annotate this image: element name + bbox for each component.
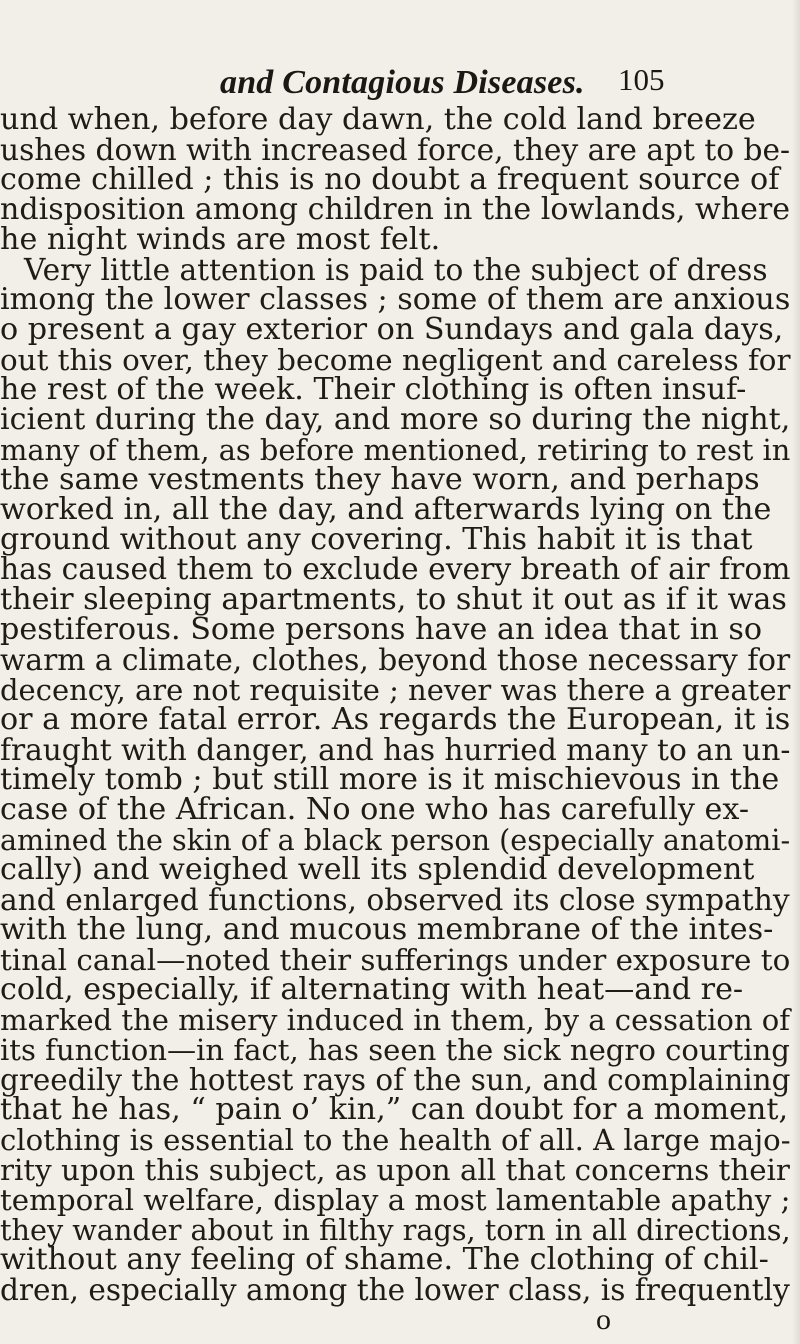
- text-line: icient during the day, and more so during the night,: [0, 402, 791, 437]
- text-line: he rest of the week. Their clothing is often insuf-: [0, 372, 747, 407]
- text-line: ndisposition among children in the lowlands, where: [0, 192, 791, 227]
- signature-mark: o: [596, 1303, 611, 1336]
- text-line: Very little attention is paid to the subject of dress: [24, 253, 768, 287]
- text-line: tinal canal—noted their sufferings under exposure to: [0, 943, 791, 977]
- text-line: without any feeling of shame. The clothing of chil-: [0, 1242, 769, 1277]
- text-line: worked in, all the day, and afterwards lying on the: [0, 492, 772, 527]
- text-line: out this over, they become negligent and careless for: [0, 343, 791, 377]
- running-title: and Contagious Diseases.: [220, 64, 585, 101]
- page-edge-shadow: [792, 0, 800, 1344]
- text-line: greedily the hottest rays of the sun, and complaining: [0, 1063, 791, 1097]
- text-line: that he has, “ pain o’ kin,” can doubt for a moment,: [0, 1092, 789, 1127]
- page-number: 105: [618, 62, 665, 97]
- text-line: case of the African. No one who has carefully ex-: [0, 792, 750, 827]
- text-line: he night winds are most felt.: [0, 222, 441, 257]
- text-line: with the lung, and mucous membrane of the intes-: [0, 912, 774, 947]
- text-line: o present a gay exterior on Sundays and gala days,: [0, 312, 784, 347]
- text-line: temporal welfare, display a most lamentable apathy ;: [0, 1183, 791, 1217]
- text-line: timely tomb ; but still more is it mischievous in the: [0, 762, 780, 797]
- text-line: decency, are not requisite ; never was there a greater: [0, 673, 791, 707]
- text-line: rity upon this subject, as upon all that concerns their: [0, 1153, 790, 1187]
- text-line: their sleeping apartments, to shut it out as if it was: [0, 582, 787, 617]
- text-line: cold, especially, if alternating with heat—and re-: [0, 972, 744, 1007]
- text-line: warm a climate, clothes, beyond those necessary for: [0, 642, 791, 677]
- text-line: and enlarged functions, observed its close sympathy: [0, 882, 790, 917]
- text-line: many of them, as before mentioned, retiring to rest in: [0, 433, 791, 467]
- text-line: pestiferous. Some persons have an idea that in so: [0, 612, 763, 647]
- text-line: ground without any covering. This habit it is that: [0, 522, 753, 557]
- text-line: has caused them to exclude every breath of air from: [0, 552, 791, 587]
- text-line: come chilled ; this is no doubt a frequent source of: [0, 162, 780, 197]
- text-line: fraught with danger, and has hurried many to an un-: [0, 733, 791, 767]
- text-line: clothing is essential to the health of all. A large majo-: [0, 1123, 791, 1157]
- text-line: marked the misery induced in them, by a cessation of: [0, 1003, 791, 1037]
- text-line: ushes down with increased force, they are apt to be-: [0, 132, 790, 167]
- text-line: or a more fatal error. As regards the European, it is: [0, 702, 791, 737]
- text-line: its function—in fact, has seen the sick negro courting: [0, 1033, 790, 1067]
- text-line: the same vestments they have worn, and perhaps: [0, 462, 760, 497]
- text-line: amined the skin of a black person (especially anatomi-: [0, 823, 791, 857]
- text-line: they wander about in filthy rags, torn in all directions,: [0, 1213, 791, 1247]
- text-line: imong the lower classes ; some of them are anxious: [0, 282, 791, 317]
- text-line: dren, especially among the lower class, is frequently: [0, 1273, 790, 1307]
- text-line: cally) and weighed well its splendid development: [0, 852, 755, 887]
- text-line: und when, before day dawn, the cold land breeze: [0, 102, 756, 137]
